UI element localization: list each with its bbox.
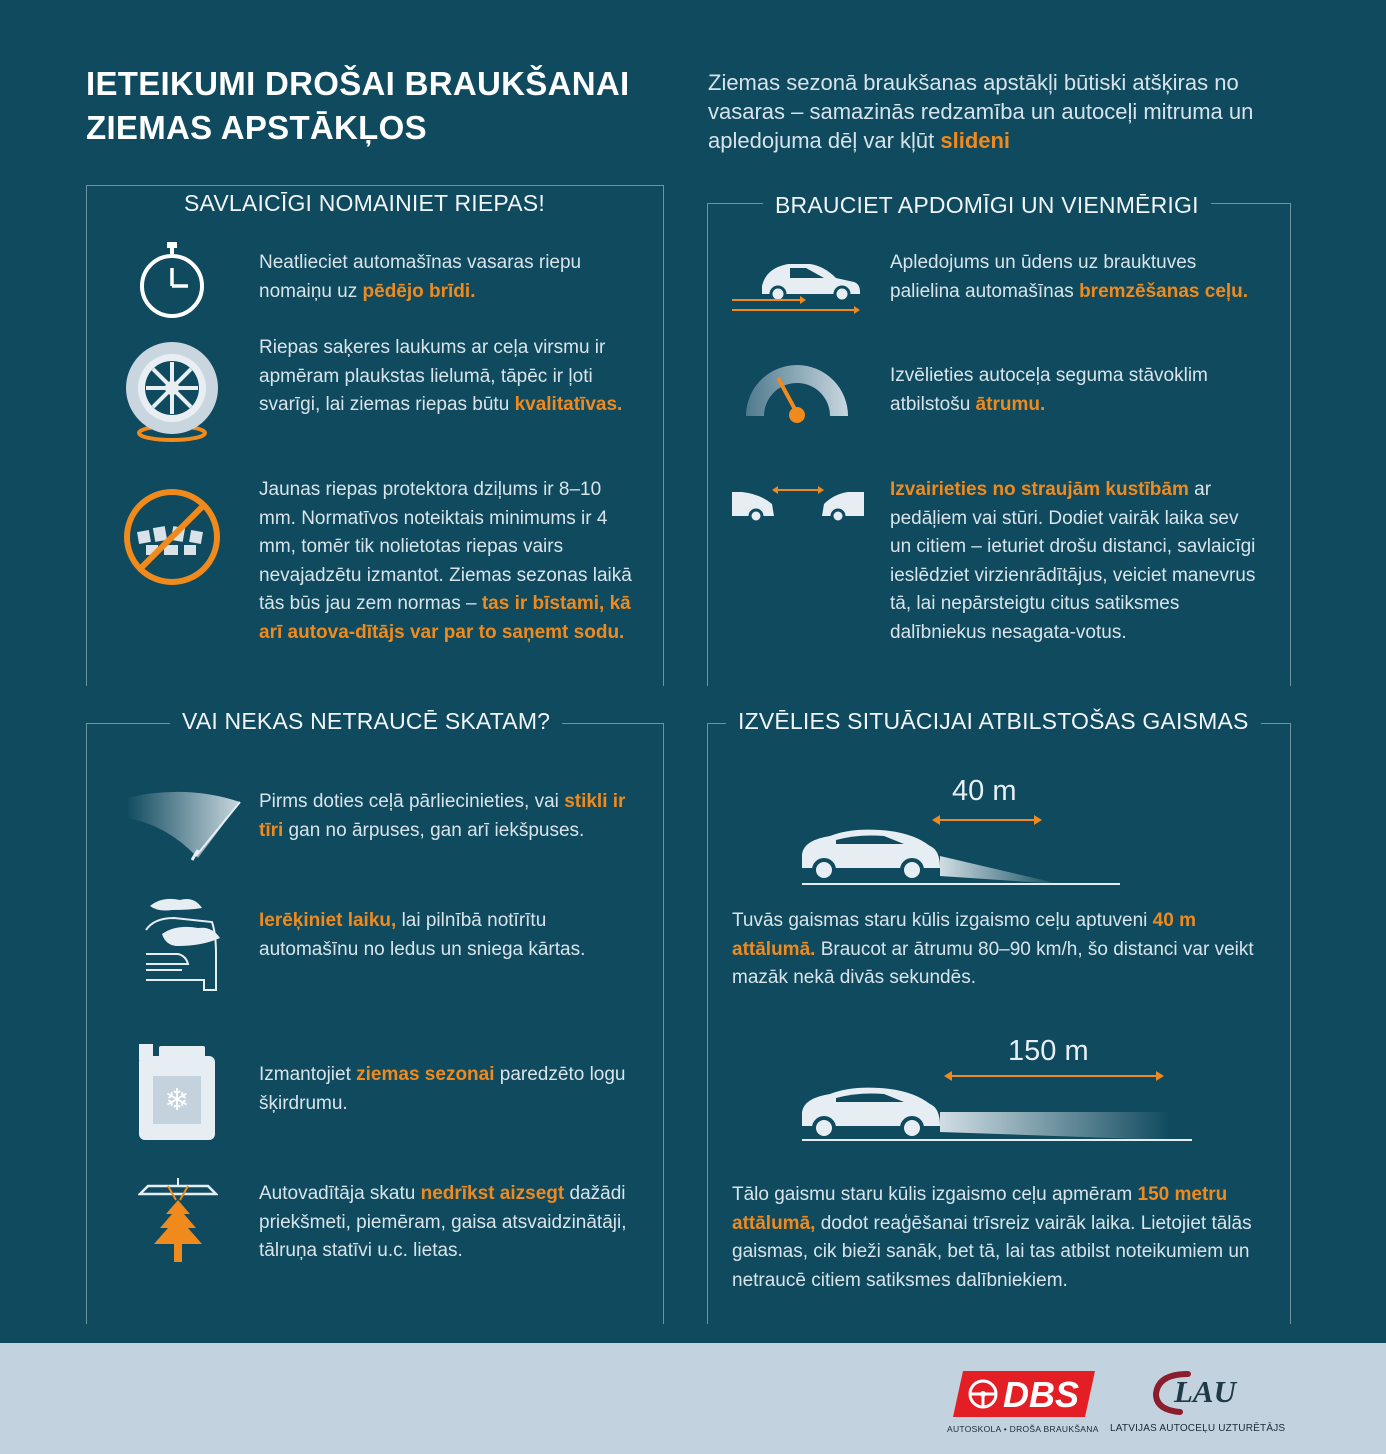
intro-text: Ziemas sezonā braukšanas apstākļi būtiski atšķiras no vasaras – samazinās redzamība un autoceļi mitruma un apledojuma dēļ var kļūt slideni bbox=[708, 70, 1254, 153]
following-distance-icon bbox=[730, 482, 866, 529]
low-beam-text: Tuvās gaismas staru kūlis izgaismo ceļu aptuveni 40 m attālumā. Braucot ar ātrumu 80–90 km/h, šo distanci var veikt mazāk nekā divās sekundēs. bbox=[732, 910, 1254, 988]
high-beam-text: Tālo gaismu staru kūlis izgaismo ceļu apmēram 150 metru attālumā, dodot reaģēšanai trīsreiz vairāk laika. Lietojiet tālās gaismas, cik bieži sanāk, bet tā, lai tas atbilst noteikumiem un netraucē citiem satiksmes dalībniekiem. bbox=[732, 1184, 1252, 1291]
visibility-item-4-text: Autovadītāja skatu nedrīkst aizsegt dažādi priekšmeti, piemēram, gaisa atsvaidzinātāji, tālruņa statīvi u.c. lietas. bbox=[259, 1183, 627, 1261]
driving-item-2-text: Izvēlieties autoceļa seguma stāvoklim atbilstošu ātrumu. bbox=[890, 365, 1208, 415]
visibility-item-1-text: Pirms doties ceļā pārliecinieties, vai stikli ir tīri gan no ārpuses, gan arī iekšpuses. bbox=[259, 791, 626, 841]
low-beam-distance-label: 40 m bbox=[952, 775, 1017, 807]
air-freshener-icon bbox=[138, 1178, 218, 1277]
driving-item-1-text: Apledojums un ūdens uz brauktuves palielina automašīnas bremzēšanas ceļu. bbox=[890, 252, 1249, 302]
dbs-logo bbox=[953, 1371, 1095, 1417]
lau-logo bbox=[1150, 1370, 1250, 1416]
snowy-car-icon bbox=[142, 894, 222, 1009]
visibility-panel-title: VAI NEKAS NETRAUCĒ SKATAM? bbox=[170, 708, 562, 735]
speedometer-icon bbox=[740, 358, 854, 435]
dbs-caption: AUTOSKOLA • DROŠA BRAUKŠANA bbox=[947, 1424, 1099, 1434]
lau-caption: LATVIJAS AUTOCEĻU UZTURĒTĀJS bbox=[1110, 1423, 1286, 1434]
tires-item-3-text: Jaunas riepas protektora dziļums ir 8–10 mm. Normatīvos noteiktais minimums ir 4 mm, tomēr tik nolietotas riepas vairs nevajadzētu izmantot. Ziemas sezonas laikā tās būs jau zem normas – tas ir bīstami, kā arī autova-dītājs var par to saņemt sodu. bbox=[259, 479, 632, 643]
high-beam-distance-label: 150 m bbox=[1008, 1035, 1089, 1067]
visibility-item-2-text: Ierēķiniet laiku, lai pilnībā notīrītu automašīnu no ledus un sniega kārtas. bbox=[259, 910, 586, 960]
tires-panel-title: SAVLAICĪGI NOMAINIET RIEPAS! bbox=[172, 190, 557, 217]
low-beam-illustration bbox=[800, 806, 1124, 893]
braking-distance-icon bbox=[730, 258, 865, 323]
windshield-wiper-icon bbox=[126, 784, 244, 867]
visibility-item-3-text: Izmantojiet ziemas sezonai paredzēto logu šķirdrumu. bbox=[259, 1064, 626, 1114]
svg-text:❄: ❄ bbox=[164, 1083, 190, 1118]
dbs-logo-text: DBS bbox=[1003, 1374, 1080, 1415]
stopwatch-icon bbox=[136, 240, 208, 325]
tires-item-1-text: Neatlieciet automašīnas vasaras riepu nomaiņu uz pēdējo brīdi. bbox=[259, 252, 582, 302]
tire-icon bbox=[122, 338, 222, 453]
worn-tread-prohibited-icon bbox=[122, 487, 222, 592]
driving-panel-title: BRAUCIET APDOMĪGI UN VIENMĒRIGI bbox=[763, 192, 1211, 219]
page-title: IETEIKUMI DROŠAI BRAUKŠANAI ZIEMAS APSTĀKĻOS bbox=[86, 65, 630, 146]
high-beam-illustration bbox=[800, 1062, 1196, 1151]
tires-item-2-text: Riepas saķeres laukums ar ceļa virsmu ir apmēram plaukstas lielumā, tāpēc ir ļoti svarīgi, lai ziemas riepas būtu kvalitatīvas. bbox=[259, 337, 623, 415]
lau-logo-text: LAU bbox=[1174, 1374, 1236, 1409]
washer-fluid-icon bbox=[137, 1042, 217, 1147]
lights-panel-title: IZVĒLIES SITUĀCIJAI ATBILSTOŠAS GAISMAS bbox=[726, 708, 1261, 735]
driving-item-3-text: Izvairieties no straujām kustībām ar pedāļiem vai stūri. Dodiet vairāk laika sev un citiem – ieturiet drošu distanci, savlaicīgi ieslēdziet virzienrādītājus, veiciet manevrus tā, lai nepārsteigtu citus satiksmes dalībniekus nesagata-votus. bbox=[890, 479, 1256, 643]
